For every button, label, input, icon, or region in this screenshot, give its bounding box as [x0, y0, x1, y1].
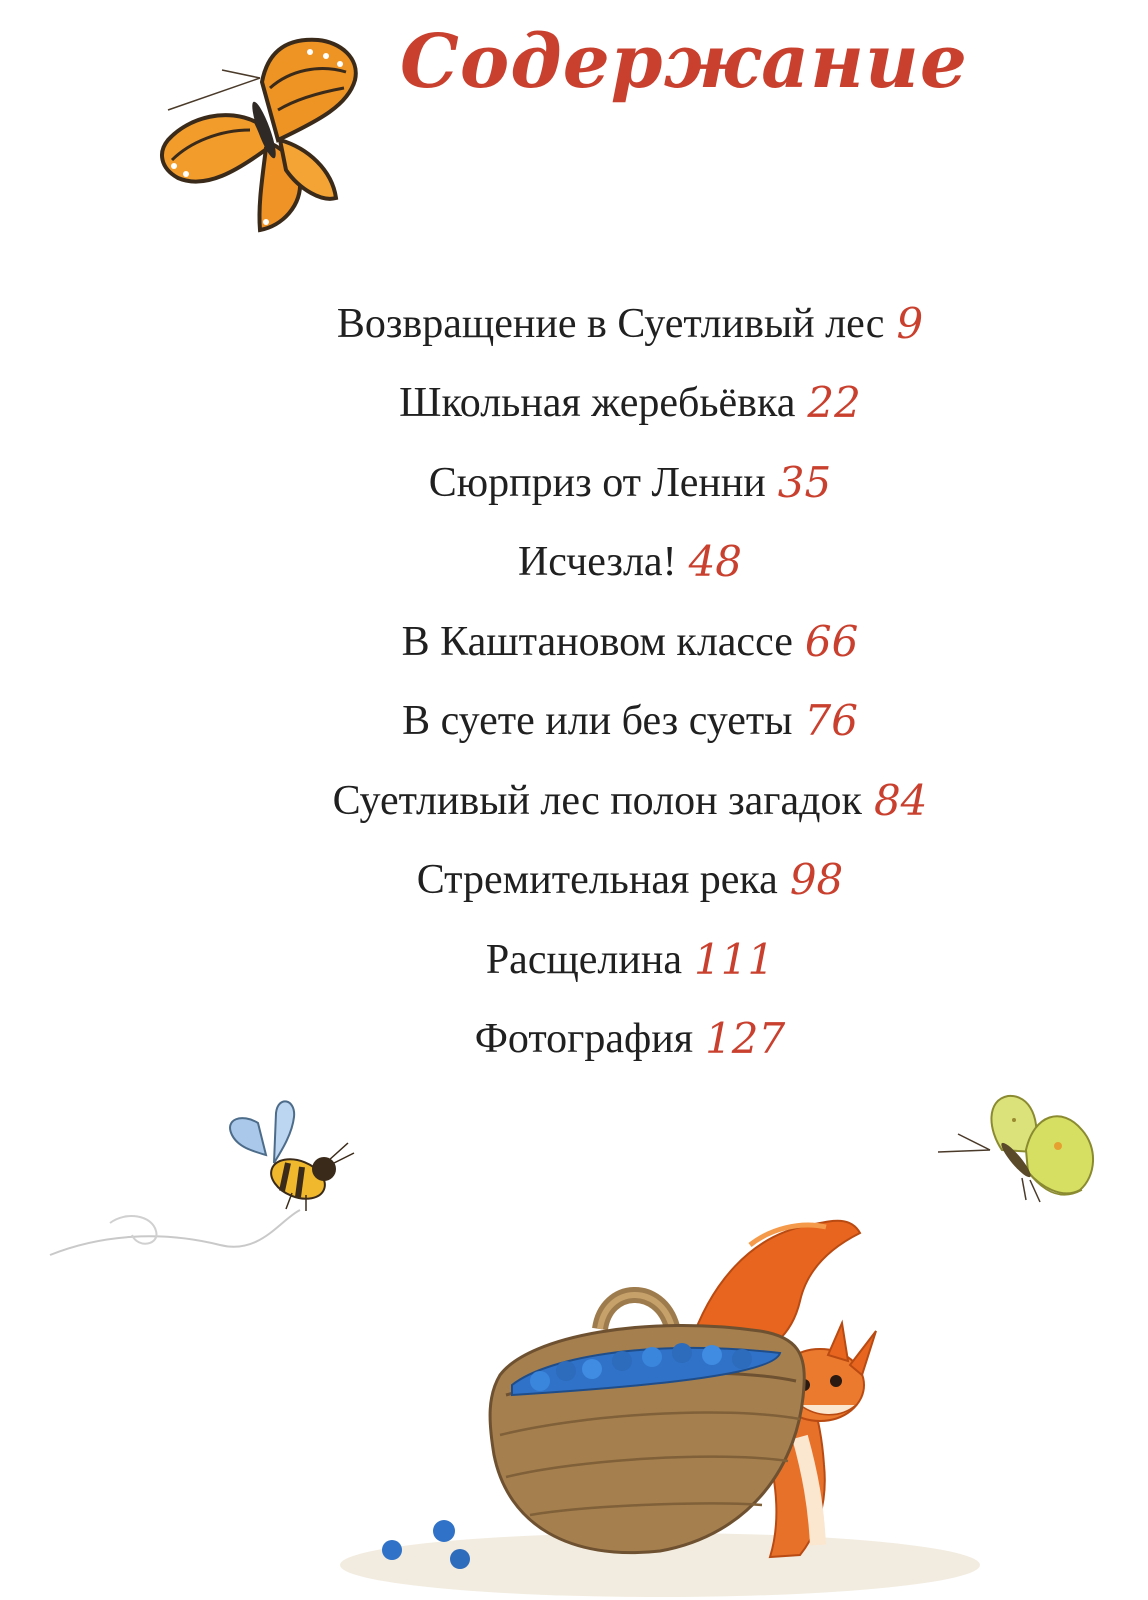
toc-entry[interactable]: [270, 841, 990, 921]
chapter-title: Суетливый лес полон загадок: [332, 777, 862, 824]
chapter-title: В суете или без суеты: [402, 698, 793, 745]
chapter-title: Школьная жеребьёвка: [399, 380, 796, 427]
chapter-page-number: 98: [789, 855, 844, 905]
chapter-title: Фотография: [474, 1016, 694, 1063]
chapter-title: Исчезла!: [517, 539, 677, 586]
chapter-page-number: 22: [807, 378, 861, 428]
toc-entry[interactable]: [270, 284, 990, 364]
chapter-page-number: 48: [688, 537, 743, 587]
chapter-page-number: 66: [804, 616, 859, 666]
squirrel-with-berry-basket-icon: [330, 1205, 1010, 1600]
toc-entry[interactable]: [270, 364, 990, 444]
toc-entry[interactable]: [270, 761, 990, 841]
orange-butterfly-icon: [150, 30, 370, 245]
chapter-page-number: 9: [896, 298, 924, 348]
chapter-page-number: 35: [777, 457, 832, 507]
bee-icon: [30, 1095, 370, 1285]
chapter-title: Расщелина: [485, 936, 682, 983]
chapter-page-number: 111: [694, 934, 775, 984]
chapter-page-number: 127: [705, 1014, 786, 1064]
chapter-title: В Каштановом классе: [401, 618, 793, 665]
page-title: Содержание: [400, 19, 968, 105]
table-of-contents: [270, 284, 990, 1079]
toc-entry[interactable]: [270, 1000, 990, 1080]
toc-entry[interactable]: [270, 682, 990, 762]
toc-entry[interactable]: [270, 443, 990, 523]
chapter-page-number: 84: [873, 775, 928, 825]
chapter-title: Стремительная река: [416, 857, 778, 904]
chapter-title: Возвращение в Суетливый лес: [336, 300, 885, 347]
toc-entry[interactable]: [270, 920, 990, 1000]
toc-entry[interactable]: [270, 602, 990, 682]
chapter-title: Сюрприз от Ленни: [428, 459, 766, 506]
toc-entry[interactable]: [270, 523, 990, 603]
chapter-page-number: 76: [804, 696, 858, 746]
yellow-butterfly-icon: [930, 1090, 1110, 1215]
